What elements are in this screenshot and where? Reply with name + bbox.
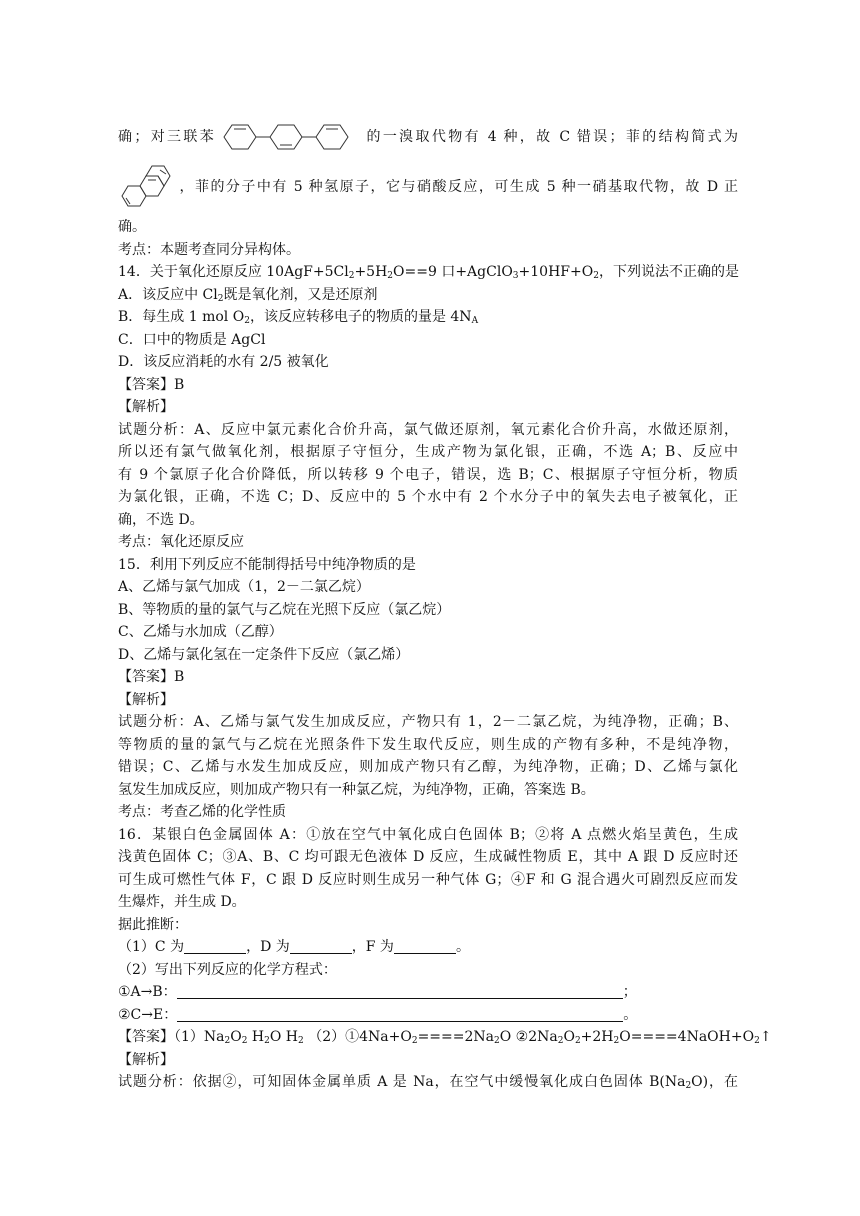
- subscript: 2: [574, 1036, 581, 1046]
- text: ，菲的分子中有 5 种氢原子，它与硝酸反应，可生成 5 种一硝基取代物，故 D 正: [178, 179, 738, 195]
- q14-analysis-heading: 【解析】: [118, 399, 174, 415]
- subscript: 2: [241, 1036, 248, 1046]
- text: ，F 为: [351, 939, 394, 955]
- text: ↑: [759, 1029, 772, 1045]
- text: （1）C 为: [118, 939, 185, 955]
- subscript: 2: [494, 1036, 500, 1046]
- q16-part-2: （2）写出下列反应的化学方程式：: [118, 961, 337, 978]
- text: 14．关于氧化还原反应 10AgF+5Cl: [118, 264, 349, 280]
- subscript: 2: [411, 1036, 418, 1046]
- q14-option-d: D．该反应消耗的水有 2/5 被氧化: [118, 354, 329, 370]
- q15-kaodian: 考点：考查乙烯的化学性质: [118, 804, 286, 820]
- text: 既是氧化剂，又是还原剂: [223, 286, 378, 303]
- subscript: 2: [685, 1081, 692, 1091]
- q16-part-1: [118, 936, 738, 959]
- text: B．每生成 1 mol O: [118, 309, 245, 325]
- text: +10HF+O: [518, 264, 594, 280]
- subscript: 2: [224, 1036, 231, 1046]
- q15-option-c: C、乙烯与水加成（乙醇）: [118, 624, 283, 640]
- q15-answer: 【答案】B: [118, 669, 185, 685]
- q14-kaodian: 考点：氧化还原反应: [118, 534, 244, 550]
- text: +2H: [580, 1029, 614, 1045]
- q13-line-1: [118, 116, 738, 158]
- subscript: 2: [613, 1036, 620, 1046]
- subscript: 2: [348, 271, 355, 281]
- phenanthrene-structure-image: [118, 160, 178, 214]
- text: 。: [455, 939, 470, 955]
- text: O ②2Na: [499, 1029, 558, 1045]
- equation-blank-a-b[interactable]: [177, 983, 623, 999]
- text: ，D 为: [246, 939, 290, 955]
- q14-analysis-line: 确，不选 D。: [118, 511, 204, 528]
- equation-blank-c-e[interactable]: [177, 1006, 623, 1022]
- text: ，该反应转移电子的物质的量是 4N: [249, 309, 472, 325]
- subscript: 2: [244, 316, 250, 326]
- q15-option-b: B、等物质的量的氯气与乙烷在光照下反应（氯乙烷）: [118, 601, 451, 618]
- subscript: 2: [754, 1036, 760, 1046]
- q16-answer: [118, 1026, 772, 1049]
- text: +5H: [354, 264, 388, 280]
- text: O: [230, 1029, 242, 1045]
- text: 【答案】（1）Na: [118, 1029, 225, 1045]
- q16-analysis-line: [118, 1071, 738, 1094]
- text: H: [247, 1029, 265, 1045]
- q15-analysis-line: 试题分析：A、乙烯与氯气发生加成反应，产物只有 1，2－二氯乙烷，为纯净物，正确；B、: [118, 714, 738, 730]
- text: O==9 口+AgClO: [393, 264, 513, 280]
- q16-infer: 据此推断：: [118, 916, 188, 933]
- text: O H: [269, 1029, 299, 1045]
- q14-analysis-line: 所以还有氯气做氧化剂，根据原子守恒分，生成产物为氯化银，正确，不选 A；B、反应中: [118, 444, 738, 460]
- text: 的一溴取代物有 4 种，故 C 错误；菲的结构简式为: [364, 129, 739, 145]
- text: 试题分析：依据②，可知固体金属单质 A 是 Na，在空气中缓慢氧化成白色固体 B(Na: [118, 1074, 686, 1090]
- q14-analysis-line: 为氯化银，正确，不选 C；D、反应中的 5 个水中有 2 个水分子中的氧失去电子被氧化，正: [118, 489, 738, 505]
- q16-stem-line: 浅黄色固体 C；③A、B、C 均可跟无色液体 D 反应，生成碱性物质 E，其中 A 跟 D 反应时还: [118, 849, 738, 865]
- q13-line-2: [118, 158, 738, 216]
- text: O====4NaOH+O: [619, 1029, 755, 1045]
- subscript: 2: [557, 1036, 564, 1046]
- text: ；: [622, 984, 637, 1000]
- text: O: [563, 1029, 575, 1045]
- q15-analysis-line: 氢发生加成反应，则加成产物只有一种氯乙烷，为纯净物，正确，答案选 B。: [118, 781, 595, 798]
- subscript: 2: [217, 293, 224, 304]
- text: ====2Na: [417, 1029, 494, 1045]
- q14-option-a: [118, 284, 738, 307]
- q16-stem-line: 生爆炸，并生成 D。: [118, 894, 246, 910]
- q16-stem-line: 可生成可燃性气体 F，C 跟 D 反应时则生成另一种气体 G；④F 和 G 混合遇火可剧烈反应而发: [118, 871, 738, 888]
- document-body: [118, 116, 772, 1094]
- text: ②C→E：: [118, 1006, 178, 1023]
- text: O)，在: [691, 1074, 738, 1090]
- q15-analysis-heading: 【解析】: [118, 691, 174, 708]
- subscript: 2: [264, 1036, 270, 1046]
- text: ，下列说法不正确的是: [598, 264, 739, 280]
- q16-stem-line: 16．某银白色金属固体 A：①放在空气中氧化成白色固体 B；②将 A 点燃火焰呈黄色，生成: [118, 826, 738, 843]
- q14-stem: [118, 261, 738, 284]
- terphenyl-structure-image: [216, 119, 364, 155]
- answer-blank-f[interactable]: [394, 938, 456, 954]
- q13-line-3: 确。: [118, 219, 146, 235]
- q15-analysis-line: 错误；C、乙烯与水发生加成反应，则加成产物只有乙醇，为纯净物，正确；D、乙烯与氯化: [118, 759, 738, 775]
- subscript: 3: [512, 271, 519, 281]
- text: ①A→B：: [118, 984, 177, 1000]
- q15-option-d: D、乙烯与氯化氢在一定条件下反应（氯乙烯）: [118, 646, 410, 663]
- subscript: 2: [593, 271, 599, 281]
- subscript: 2: [387, 271, 394, 281]
- subscript: A: [471, 316, 479, 326]
- q14-analysis-line: 试题分析：A、反应中氯元素化合价升高，氯气做还原剂，氧元素化合价升高，水做还原剂，: [118, 421, 738, 438]
- answer-blank-d[interactable]: [290, 938, 352, 954]
- q13-kaodian: 考点：本题考查同分异构体。: [118, 241, 300, 258]
- q16-analysis-heading: 【解析】: [118, 1051, 174, 1068]
- subscript: 2: [298, 1036, 304, 1046]
- q16-equation-1: [118, 981, 738, 1004]
- answer-blank-c[interactable]: [184, 938, 246, 954]
- q15-stem: 15．利用下列反应不能制得括号中纯净物质的是: [118, 556, 416, 573]
- q16-equation-2: [118, 1004, 738, 1027]
- q15-option-a: A、乙烯与氯气加成（1，2－二氯乙烷）: [118, 579, 370, 595]
- q15-analysis-line: 等物质的量的氯气与乙烷在光照条件下发生取代反应，则生成的产物有多种，不是纯净物，: [118, 736, 738, 753]
- q14-option-c: C．口中的物质是 AgCl: [118, 331, 266, 348]
- q14-answer: 【答案】B: [118, 376, 185, 393]
- text: 确；对三联苯: [118, 129, 217, 145]
- q14-analysis-line: 有 9 个氯原子化合价降低，所以转移 9 个电子，错误，选 B；C、根据原子守恒分析，物质: [118, 466, 738, 483]
- text: A．该反应中 Cl: [118, 286, 218, 303]
- text: （2）①4Na+O: [303, 1029, 412, 1045]
- q14-option-b: [118, 306, 738, 329]
- text: 。: [623, 1006, 638, 1023]
